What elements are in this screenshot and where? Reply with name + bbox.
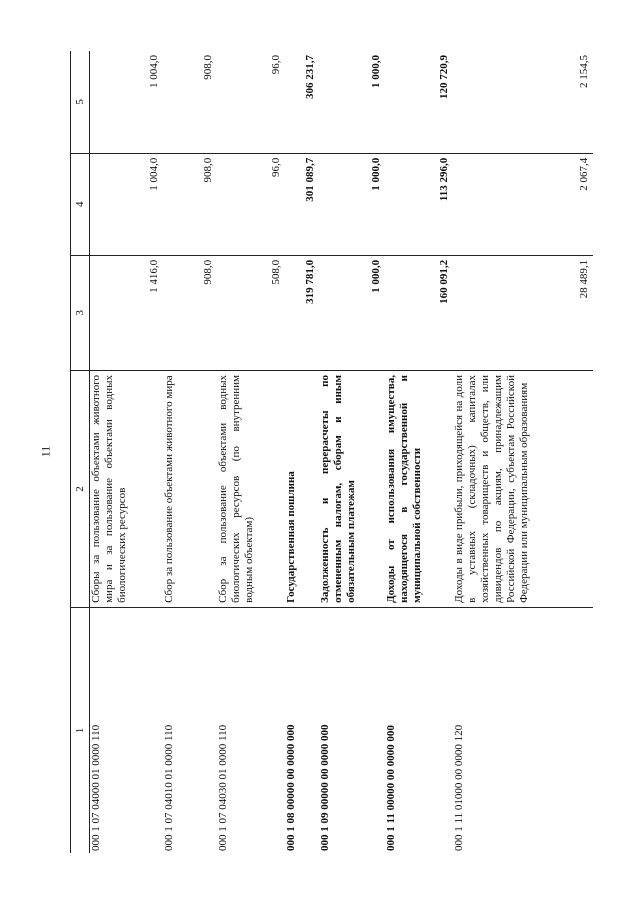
row-name: Задолженность и перерасчеты по отмененным налогам, сборам и иным обязательным платежам	[319, 371, 385, 608]
row-value-5: 2 154,5	[453, 51, 593, 153]
row-value-4: 2 067,4	[453, 153, 593, 255]
row-value-5: 1 000,0	[319, 51, 385, 153]
header-col-3: 3	[71, 255, 90, 370]
header-col-5: 5	[71, 51, 90, 153]
row-name: Сбор за пользование объектами водных биологических ресурсов (по внутренним водным объектам)	[217, 371, 285, 608]
row-code: 000 1 08 00000 00 0000 000	[284, 724, 297, 851]
row-value-3: 1 416,0	[90, 255, 163, 370]
row-code: 000 1 11 01000 00 0000 120	[452, 724, 465, 851]
row-name: Сбор за пользование объектами животного мира	[163, 371, 217, 608]
table-row	[285, 51, 319, 853]
row-name: Сборы за пользование объектами животного мира и за пользование объектами водных биологических ресурсов	[90, 371, 163, 608]
table-row	[163, 51, 217, 853]
row-name: Доходы от использования имущества, находящегося в государственной и муниципальной собственности	[385, 371, 453, 608]
row-code: 000 1 07 04000 01 0000 110	[90, 724, 102, 851]
row-value-3: 908,0	[163, 255, 217, 370]
row-value-3: 319 781,0	[285, 255, 319, 370]
row-value-3: 28 489,1	[453, 255, 593, 370]
table-row	[453, 51, 593, 853]
header-col-4: 4	[71, 153, 90, 255]
row-code: 000 1 07 04010 01 0000 110	[162, 724, 175, 851]
row-value-5: 96,0	[217, 51, 285, 153]
row-value-4: 908,0	[163, 153, 217, 255]
table-row	[385, 51, 453, 853]
row-value-4: 113 296,0	[385, 153, 453, 255]
header-col-1: 1	[71, 607, 90, 853]
row-value-3: 508,0	[217, 255, 285, 370]
table-header-row	[71, 51, 90, 853]
row-value-4: 301 089,7	[285, 153, 319, 255]
row-value-5: 306 231,7	[285, 51, 319, 153]
table-row	[90, 51, 163, 853]
table-row	[319, 51, 385, 853]
row-value-5: 908,0	[163, 51, 217, 153]
row-code: 000 1 11 00000 00 0000 000	[384, 725, 397, 851]
revenue-table	[70, 51, 593, 853]
row-value-5: 1 004,0	[90, 51, 163, 153]
row-value-4: 96,0	[217, 153, 285, 255]
row-code: 000 1 09 00000 00 0000 000	[318, 724, 331, 851]
row-value-4: 1 000,0	[319, 153, 385, 255]
row-name: Государственная пошлина	[285, 371, 319, 608]
header-col-2: 2	[71, 371, 90, 608]
row-value-5: 120 720,9	[385, 51, 453, 153]
row-value-3: 1 000,0	[319, 255, 385, 370]
row-name: Доходы в виде прибыли, приходящейся на доли в уставных (складочных) капиталах хозяйственных товариществ и обществ, или дивидендов по акциям, принадлежащим Российской Федерации, субъектам Российской Федерации или муниципальным образованиям	[453, 371, 593, 608]
row-code: 000 1 07 04030 01 0000 110	[216, 724, 229, 851]
page-number: 11	[38, 445, 53, 458]
revenue-table-container	[70, 51, 600, 853]
row-value-3: 160 091,2	[385, 255, 453, 370]
row-value-4: 1 004,0	[90, 153, 163, 255]
table-row	[217, 51, 285, 853]
